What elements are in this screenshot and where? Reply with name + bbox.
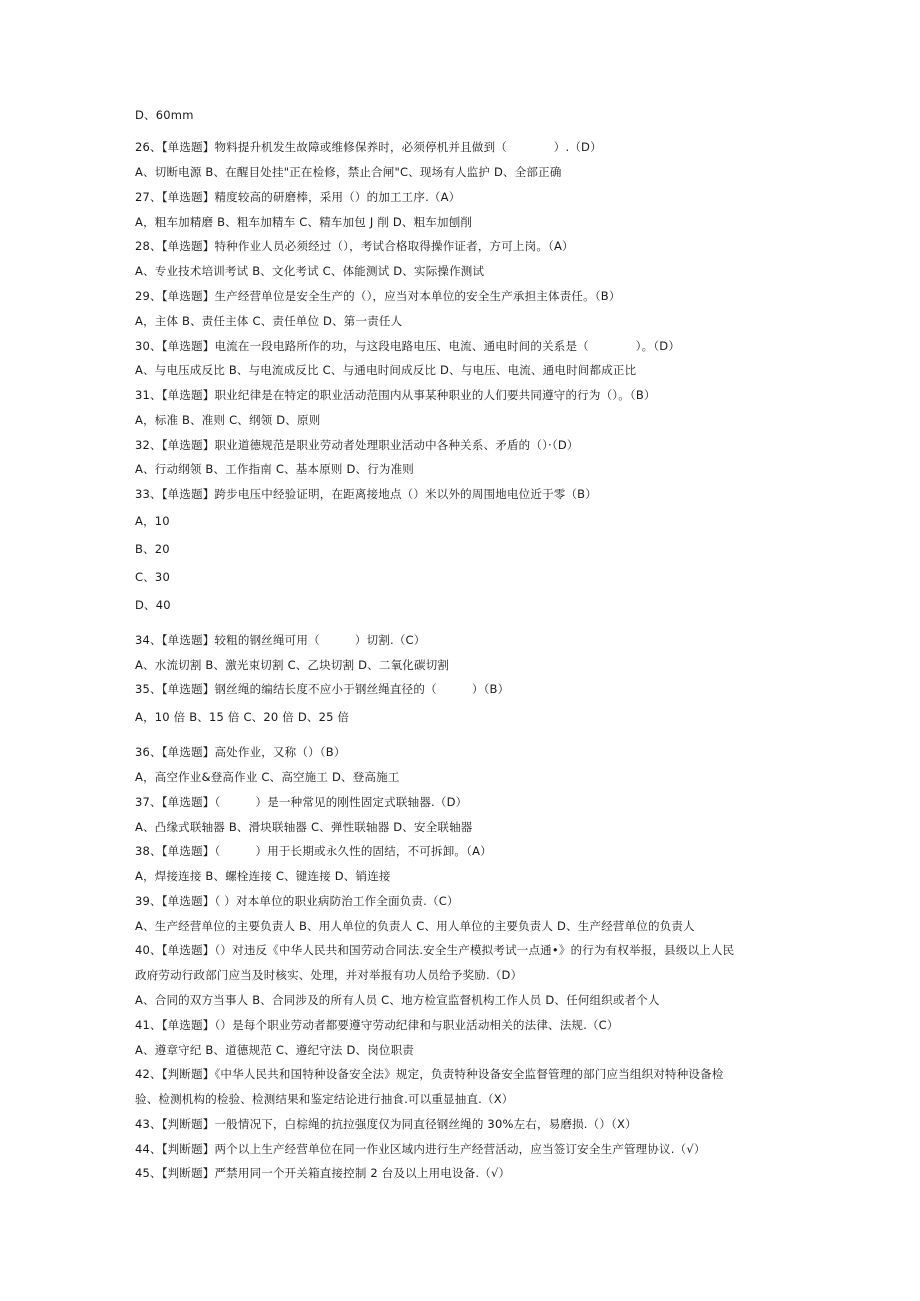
option-line: D、60mm [135, 108, 194, 122]
option-line: A、专业技术培训考试 B、文化考试 C、体能测试 D、实际操作测试 [135, 264, 485, 278]
question-line: 34、【单选题】较粗的钢丝绳可用（ ）切割.（C） [135, 633, 426, 647]
question-line: 31、【单选题】职业纪律是在特定的职业活动范围内从事某种职业的人们要共同遵守的行为（）。（B） [135, 388, 656, 402]
question-line: 36、【单选题】高处作业，又称（）（B） [135, 745, 346, 759]
option-line: A、水流切割 B、激光束切割 C、乙块切割 D、二氧化碳切割 [135, 658, 450, 672]
option-line: A，主体 B、责任主体 C、责任单位 D、第一责任人 [135, 314, 403, 328]
question-line-continued: 验、检测机构的检验、检测结果和鉴定结论进行抽食.可以重显抽直.（X） [135, 1092, 514, 1106]
question-line: 33、【单选题】跨步电压中经验证明，在距离接地点（）米以外的周围地电位近于零（B） [135, 487, 597, 501]
question-line: 27、【单选题】精度较高的研磨棒，采用（）的加工工序.（A） [135, 190, 461, 204]
option-line: A，粗车加精磨 B、粗车加精车 C、精车加包 J 削 D、粗车加刨削 [135, 215, 473, 229]
option-line: A、凸缘式联轴器 B、滑块联轴器 C、弹性联轴器 D、安全联轴器 [135, 820, 473, 834]
question-line: 44、【判断题】两个以上生产经营单位在同一作业区域内进行生产经营活动，应当签订安全生产管理协议.（√） [135, 1142, 706, 1156]
option-line: A、与电压成反比 B、与电流成反比 C、与通电时间成反比 D、与电压、电流、通电时间都成正比 [135, 363, 637, 377]
question-line: 29、【单选题】生产经营单位是安全生产的（），应当对本单位的安全生产承担主体责任。（B） [135, 289, 621, 303]
question-line: 37、【单选题】（ ）是一种常见的刚性固定式联轴器.（D） [135, 795, 468, 809]
question-line: 35、【单选题】钢丝绳的编结长度不应小于钢丝绳直径的（ ）（B） [135, 682, 510, 696]
option-line: A，10 [135, 514, 170, 528]
question-line: 39、【单选题】（ ）对本单位的职业病防治工作全面负责.（C） [135, 894, 459, 908]
option-line: A，焊接连接 B、螺栓连接 C、键连接 D、销连接 [135, 869, 391, 883]
question-line: 42、【判断题】《中华人民共和国特种设备安全法》规定，负责特种设备安全监督管理的部门应当组织对特种设备检 [135, 1067, 724, 1081]
option-line: A，高空作业&登高作业 C、高空施工 D、登高施工 [135, 770, 400, 784]
option-line: A、切断电源 B、在醒目处挂"正在检修，禁止合闸"C、现场有人监护 D、全部正确 [135, 165, 562, 179]
option-line: B、20 [135, 542, 170, 556]
question-line: 40、【单选题】（）对违反《中华人民共和国劳动合同法.安全生产模拟考试一点通•》的行为有权举报，县级以上人民 [135, 943, 735, 957]
question-line: 32、【单选题】职业道德规范是职业劳动者处理职业活动中各种关系、矛盾的（）·（D） [135, 438, 579, 452]
question-line: 30、【单选题】电流在一段电路所作的功，与这段电路电压、电流、通电时间的关系是（ ）。（D） [135, 339, 681, 353]
question-line: 45、【判断题】严禁用同一个开关箱直接控制 2 台及以上用电设备.（√） [135, 1166, 511, 1180]
option-line: A，10 倍 B、15 倍 C、20 倍 D、25 倍 [135, 710, 350, 724]
option-line: A、生产经营单位的主要负责人 B、用人单位的负责人 C、用人单位的主要负责人 D、生产经营单位的负责人 [135, 919, 695, 933]
option-line: A、行动纲领 B、工作指南 C、基本原则 D、行为准则 [135, 462, 415, 476]
question-line: 43、【判断题】一般情况下，白棕绳的抗拉强度仅为同直径钢丝绳的 30%左右，易磨损.（）（X） [135, 1117, 637, 1131]
question-line: 28、【单选题】特种作业人员必须经过（），考试合格取得操作证者，方可上岗。（A） [135, 239, 574, 253]
question-line-continued: 政府劳动行政部门应当及时核实、处理，并对举报有功人员给予奖励.（D） [135, 968, 523, 982]
option-line: A、合同的双方当事人 B、合同涉及的所有人员 C、地方检宣监督机构工作人员 D、任何组织或者个人 [135, 993, 660, 1007]
option-line: C、30 [135, 570, 170, 584]
option-line: A，标准 B、准则 C、纲领 D、原则 [135, 413, 321, 427]
question-line: 26、【单选题】物料提升机发生故障或维修保养时，必须停机并且做到（ ）.（D） [135, 140, 602, 154]
option-line: D、40 [135, 598, 171, 612]
option-line: A、遵章守纪 B、道德规范 C、遵纪守法 D、岗位职责 [135, 1043, 415, 1057]
question-line: 41、【单选题】（）是每个职业劳动者都要遵守劳动纪律和与职业活动相关的法律、法规.（C） [135, 1018, 619, 1032]
question-line: 38、【单选题】（ ）用于长期或永久性的固结，不可拆卸。（A） [135, 844, 492, 858]
